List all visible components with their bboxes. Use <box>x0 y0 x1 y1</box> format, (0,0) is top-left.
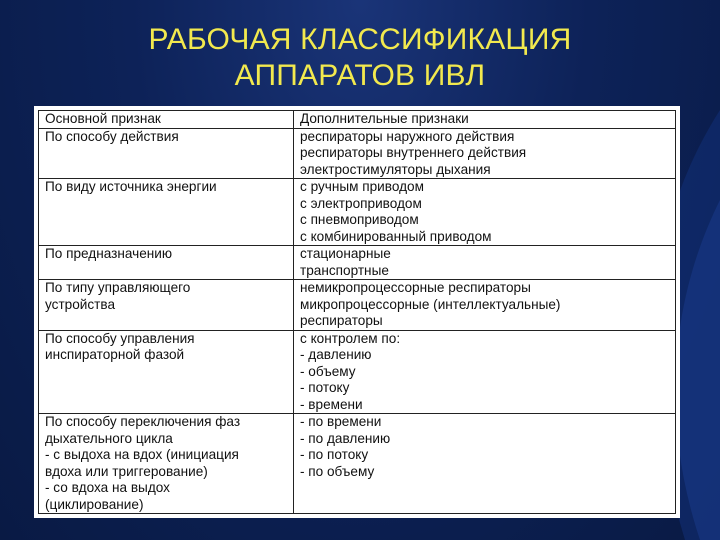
extra-feature-text: - времени <box>300 396 363 412</box>
extra-feature-text: респираторы внутреннего действия <box>300 145 527 160</box>
extra-feature-text: - объему <box>300 363 356 379</box>
table-row <box>39 330 676 414</box>
extra-feature-text: - по потоку <box>300 447 369 462</box>
table-header-row <box>39 111 676 129</box>
classification-table <box>38 110 676 514</box>
classification-table-panel <box>34 106 680 518</box>
extra-feature-text: с электроприводом <box>300 195 422 211</box>
main-feature-text: - со вдоха на выдох <box>45 480 170 495</box>
main-feature-text: вдоха или триггерование) <box>45 463 208 479</box>
extra-feature-text: - по объему <box>300 463 375 479</box>
extra-feature-text: с пневмоприводом <box>300 212 419 227</box>
slide-title-line-2: АППАРАТОВ ИВЛ <box>234 59 486 92</box>
extra-feature-text: - по давлению <box>300 430 391 446</box>
extra-features-cell <box>294 280 676 331</box>
main-feature-text: По типу управляющего <box>45 280 191 295</box>
extra-feature-text: стационарные <box>300 246 391 261</box>
extra-feature-text: респираторы <box>300 313 383 328</box>
extra-features-cell <box>294 128 676 179</box>
main-feature-cell <box>39 179 294 246</box>
table-row <box>39 179 676 246</box>
main-feature-text: дыхательного цикла <box>45 430 173 446</box>
main-feature-text: инспираторной фазой <box>45 347 185 362</box>
slide-title <box>0 22 720 94</box>
extra-features-cell <box>294 414 676 514</box>
main-feature-text: По виду источника энергии <box>45 179 217 194</box>
main-feature-cell <box>39 246 294 280</box>
extra-features-cell <box>294 330 676 414</box>
slide-title-line-1: РАБОЧАЯ КЛАССИФИКАЦИЯ <box>148 23 572 56</box>
extra-feature-text: - по времени <box>300 414 382 429</box>
extra-feature-text: с ручным приводом <box>300 179 424 194</box>
main-feature-cell <box>39 414 294 514</box>
extra-feature-text: респираторы наружного действия <box>300 128 515 144</box>
main-feature-text: - с выдоха на вдох (инициация <box>45 447 239 462</box>
table-row <box>39 280 676 331</box>
table-body <box>39 128 676 514</box>
main-feature-text: По способу действия <box>45 128 179 144</box>
extra-feature-text: - давлению <box>300 347 372 362</box>
main-feature-text: (циклирование) <box>45 496 144 512</box>
main-feature-text: По предназначению <box>45 246 173 261</box>
extra-features-cell <box>294 246 676 280</box>
table-row <box>39 414 676 514</box>
extra-feature-text: транспортные <box>300 262 389 278</box>
table-row <box>39 128 676 179</box>
header-main-feature: Основной признак <box>39 111 294 129</box>
extra-feature-text: микропроцессорные (интеллектуальные) <box>300 296 561 312</box>
main-feature-text: По способу управления <box>45 330 195 346</box>
main-feature-cell <box>39 280 294 331</box>
main-feature-cell <box>39 128 294 179</box>
table-row <box>39 246 676 280</box>
extra-feature-text: немикропроцессорные респираторы <box>300 280 531 295</box>
main-feature-cell <box>39 330 294 414</box>
extra-feature-text: электростимуляторы дыхания <box>300 161 491 177</box>
extra-feature-text: с комбинированный приводом <box>300 228 492 244</box>
header-extra-features: Дополнительные признаки <box>294 111 676 129</box>
main-feature-text: По способу переключения фаз <box>45 414 241 429</box>
extra-features-cell <box>294 179 676 246</box>
extra-feature-text: - потоку <box>300 380 350 395</box>
main-feature-text: устройства <box>45 296 116 312</box>
extra-feature-text: с контролем по: <box>300 330 401 346</box>
